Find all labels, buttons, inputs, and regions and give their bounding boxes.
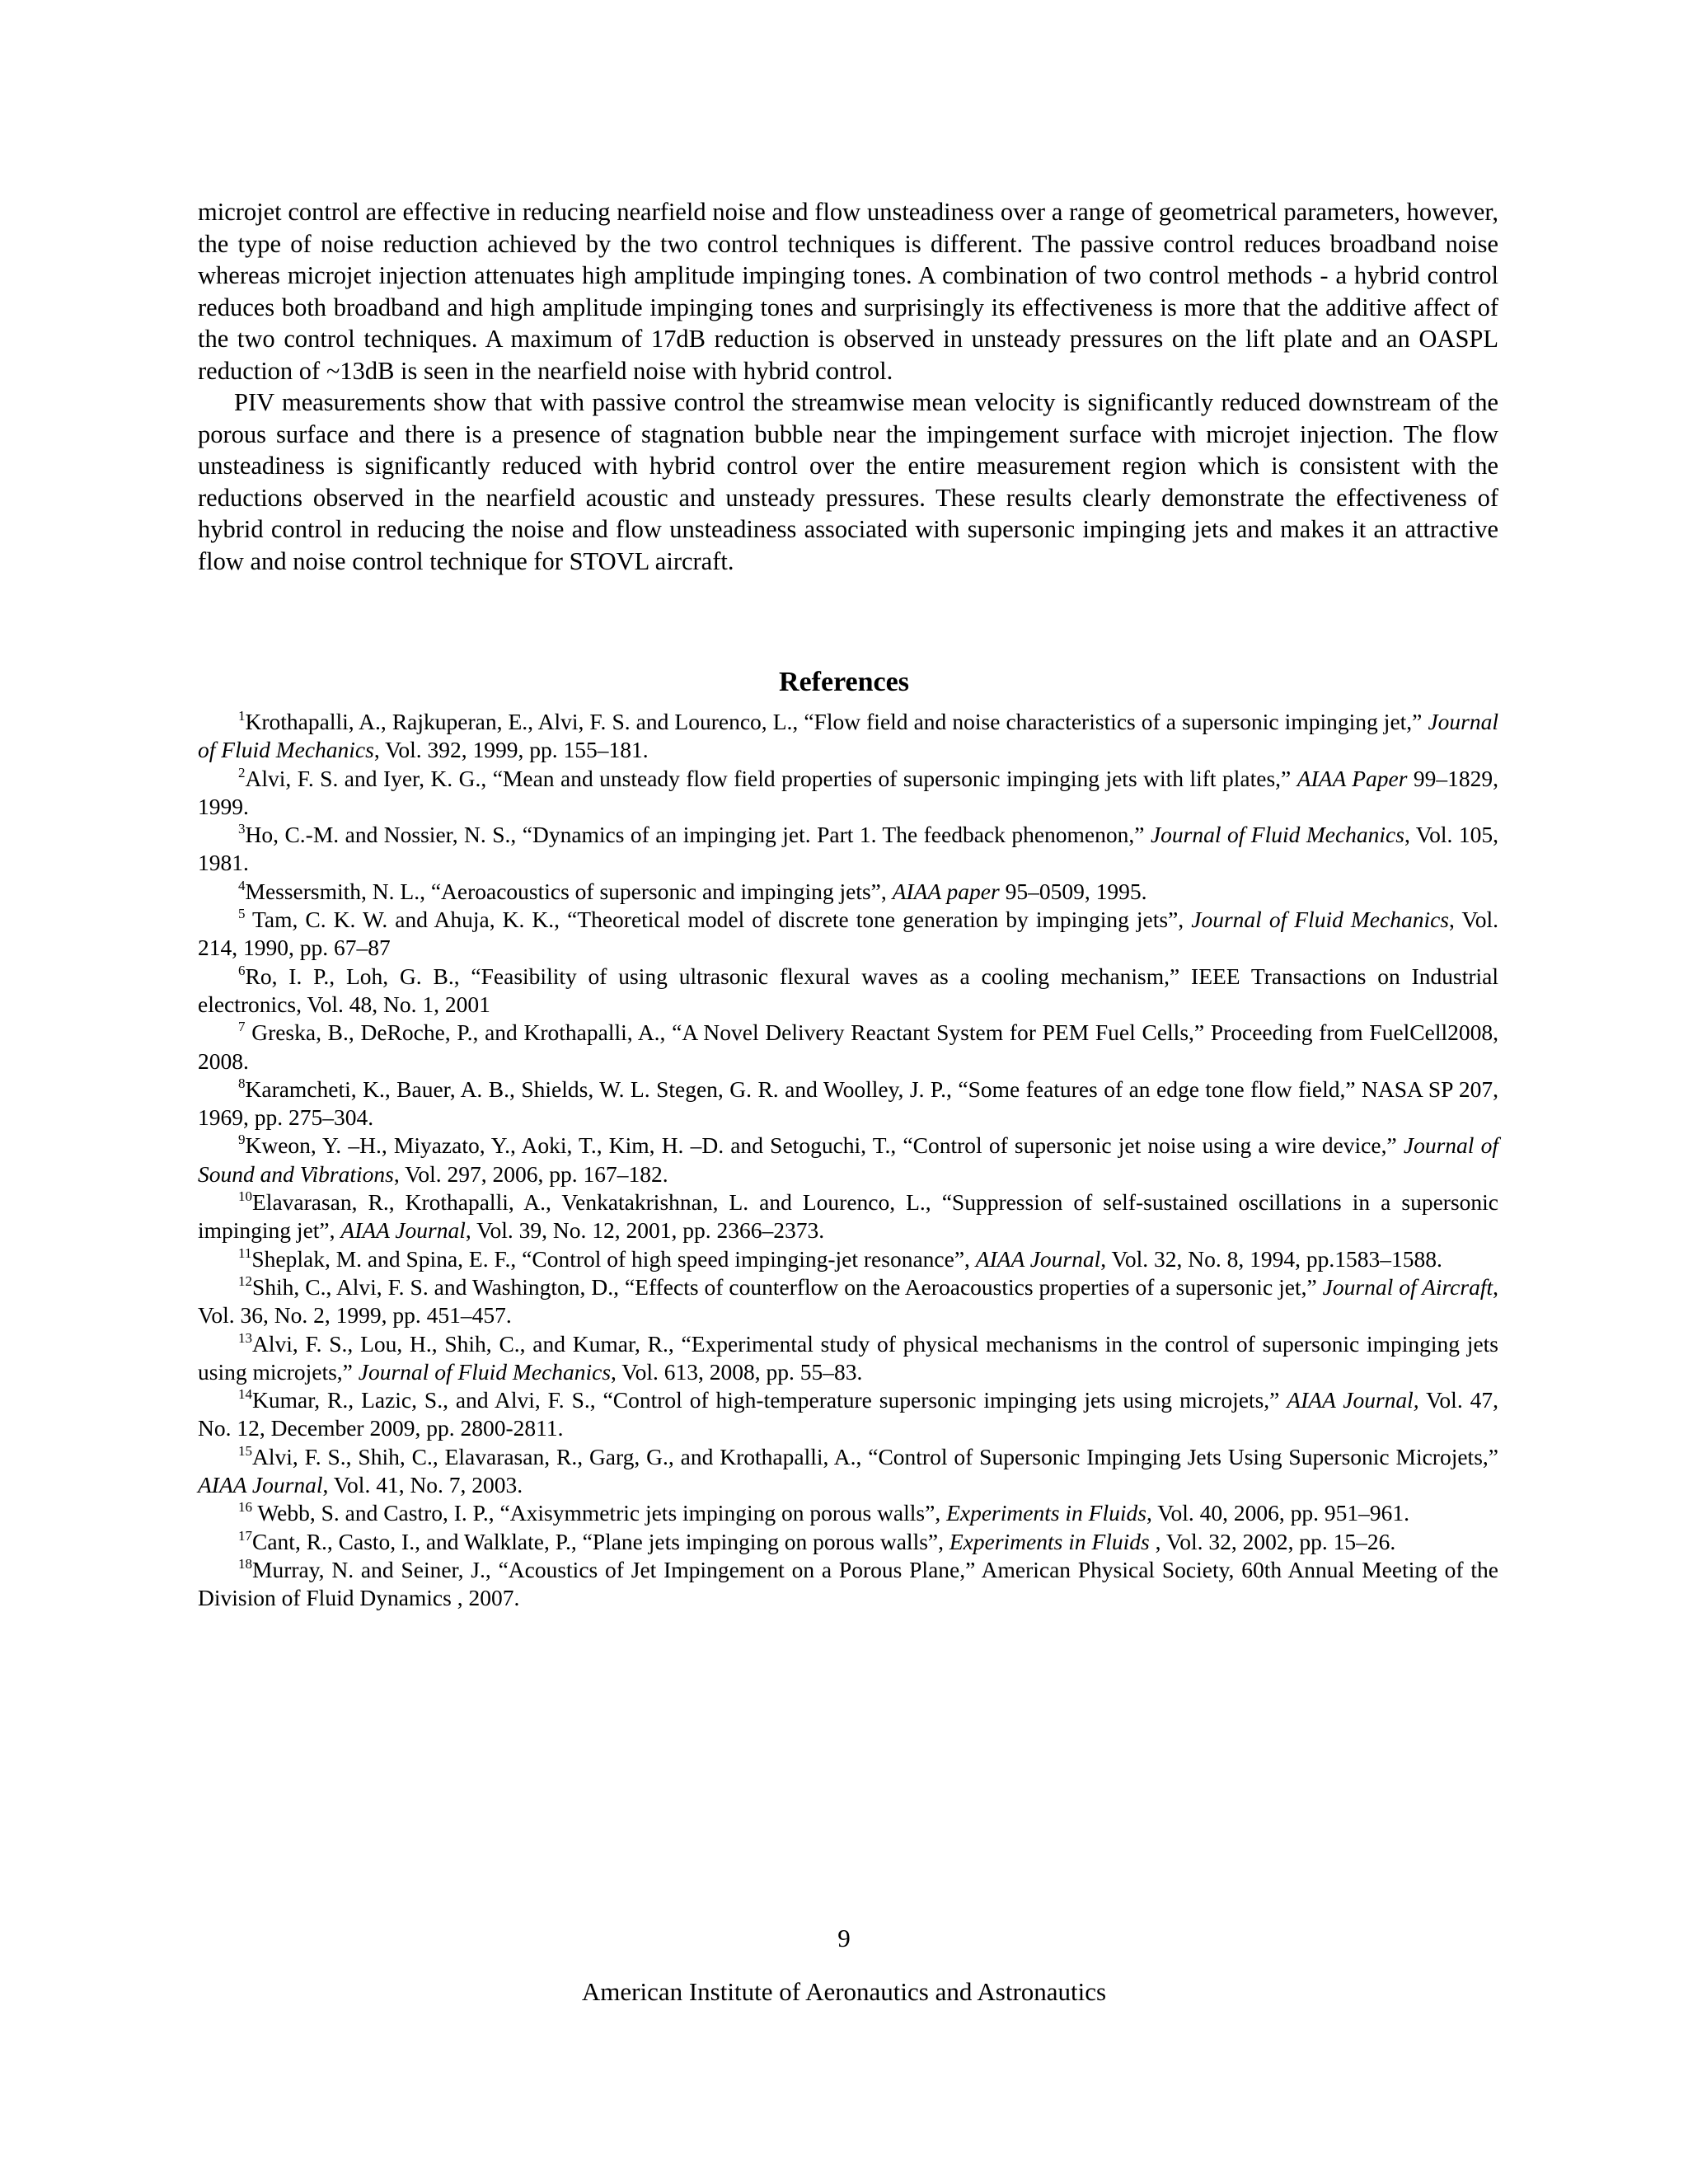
references-heading: References xyxy=(779,667,909,697)
reference-text: Shih, C., Alvi, F. S. and Washington, D., “Effects of counterflow on the Aeroacoustics properties of a supersonic jet,” xyxy=(252,1273,1323,1300)
reference-source: Journal of Fluid Mechanics xyxy=(358,1358,612,1385)
reference-source: Journal of Aircraft xyxy=(1322,1273,1493,1300)
reference-item xyxy=(198,765,1498,822)
reference-item xyxy=(198,1076,1498,1132)
reference-number: 1 xyxy=(238,708,246,724)
reference-number: 15 xyxy=(238,1442,252,1459)
reference-item xyxy=(198,1499,1498,1527)
reference-text: Alvi, F. S., Lou, H., Shih, C., and Kumar, R., “Experimental study of physical mechanisms in the control of supersonic impinging jets using microjets,” xyxy=(198,1330,1498,1385)
reference-text: Greska, B., DeRoche, P., and Krothapalli, A., “A Novel Delivery Reactant System for PEM Fuel Cells,” Proceeding from FuelCell2008, 2008. xyxy=(198,1019,1498,1074)
reference-details: , Vol. 41, No. 7, 2003. xyxy=(322,1472,523,1498)
reference-source: Experiments in Fluids xyxy=(949,1528,1150,1554)
reference-details: , Vol. 32, 2002, pp. 15–26. xyxy=(1149,1528,1396,1554)
reference-details: 95–0509, 1995. xyxy=(999,878,1147,904)
reference-details: , Vol. 392, 1999, pp. 155–181. xyxy=(373,737,649,763)
reference-item xyxy=(198,1386,1498,1443)
reference-text: Messersmith, N. L., “Aeroacoustics of supersonic and impinging jets”, xyxy=(245,878,893,904)
reference-details: , Vol. 40, 2006, pp. 951–961. xyxy=(1146,1500,1410,1526)
reference-item xyxy=(198,708,1498,765)
footer-organization: American Institute of Aeronautics and Astronautics xyxy=(581,1977,1107,2006)
reference-number: 9 xyxy=(238,1132,246,1148)
reference-number: 13 xyxy=(238,1329,252,1346)
reference-text: Krothapalli, A., Rajkuperan, E., Alvi, F. S. and Lourenco, L., “Flow field and noise characteristics of a supersonic impinging jet,” xyxy=(245,709,1428,734)
reference-item xyxy=(198,1528,1498,1556)
reference-item xyxy=(198,963,1498,1019)
reference-number: 8 xyxy=(238,1075,246,1091)
reference-text: Kweon, Y. –H., Miyazato, Y., Aoki, T., Kim, H. –D. and Setoguchi, T., “Control of supersonic jet noise using a wire device,” xyxy=(245,1132,1404,1159)
reference-number: 6 xyxy=(238,962,246,978)
reference-details: , Vol. 32, No. 8, 1994, pp.1583–1588. xyxy=(1100,1245,1442,1272)
reference-item xyxy=(198,1132,1498,1188)
reference-source: AIAA Journal xyxy=(975,1245,1101,1272)
reference-number: 11 xyxy=(238,1244,252,1261)
reference-source: AIAA Paper xyxy=(1296,765,1408,791)
reference-item xyxy=(198,1273,1498,1330)
reference-source: AIAA paper xyxy=(892,878,1000,904)
reference-text: Murray, N. and Seiner, J., “Acoustics of Jet Impingement on a Porous Plane,” American Physical Society, 60th Annual Meeting of the Division of Fluid Dynamics , 2007. xyxy=(198,1556,1498,1611)
paragraph-conclusions-1: microjet control are effective in reducing nearfield noise and flow unsteadiness over a range of geometrical parameters, however, the type of noise reduction achieved by the two control techniques is different. The passive control reduces broadband noise whereas microjet injection attenuates high amplitude impinging tones. A combination of two control methods - a hybrid control reduces both broadband and high amplitude impinging tones and surprisingly its effectiveness is more that the additive affect of the two control techniques. A maximum of 17dB reduction is observed in unsteady pressures on the lift plate and an OASPL reduction of ~13dB is seen in the nearfield noise with hybrid control. xyxy=(198,198,1498,385)
reference-text: Cant, R., Casto, I., and Walklate, P., “Plane jets impinging on porous walls”, xyxy=(252,1528,950,1554)
reference-text: Alvi, F. S. and Iyer, K. G., “Mean and unsteady flow field properties of supersonic impinging jets with lift plates,” xyxy=(245,765,1297,791)
reference-details: , Vol. 39, No. 12, 2001, pp. 2366–2373. xyxy=(465,1217,825,1244)
reference-item xyxy=(198,1443,1498,1500)
reference-text: Sheplak, M. and Spina, E. F., “Control of high speed impinging-jet resonance”, xyxy=(251,1245,976,1272)
reference-text: Kumar, R., Lazic, S., and Alvi, F. S., “Control of high-temperature supersonic impinging jets using microjets,” xyxy=(252,1387,1287,1413)
reference-source: Journal of Fluid Mechanics xyxy=(1150,822,1404,848)
reference-item xyxy=(198,821,1498,878)
reference-number: 2 xyxy=(238,764,246,780)
reference-source: Journal of Fluid Mechanics xyxy=(198,709,1498,763)
reference-number: 18 xyxy=(238,1555,252,1572)
page-number: 9 xyxy=(837,1924,851,1952)
reference-text: Webb, S. and Castro, I. P., “Axisymmetric jets impinging on porous walls”, xyxy=(252,1500,947,1526)
reference-item xyxy=(198,1188,1498,1245)
reference-details: , Vol. 297, 2006, pp. 167–182. xyxy=(393,1160,668,1187)
reference-source: AIAA Journal xyxy=(340,1217,466,1244)
body-text xyxy=(198,196,1498,577)
reference-source: AIAA Journal xyxy=(198,1472,323,1498)
reference-number: 5 xyxy=(238,906,246,922)
references-list xyxy=(198,708,1498,1613)
reference-item xyxy=(198,878,1498,906)
reference-details: Vol. 47, No. 12, December 2009, pp. 2800-2811. xyxy=(198,1387,1498,1441)
reference-source: AIAA Journal, xyxy=(1287,1387,1419,1413)
reference-source: Journal of Fluid Mechanics xyxy=(1191,907,1449,933)
reference-text: Karamcheti, K., Bauer, A. B., Shields, W. L. Stegen, G. R. and Woolley, J. P., “Some features of an edge tone flow field,” NASA SP 207, 1969, pp. 275–304. xyxy=(198,1076,1498,1131)
reference-details: , Vol. 36, No. 2, 1999, pp. 451–457. xyxy=(198,1273,1498,1329)
reference-text: Ro, I. P., Loh, G. B., “Feasibility of using ultrasonic flexural waves as a cooling mechanism,” IEEE Transactions on Industrial electronics, Vol. 48, No. 1, 2001 xyxy=(198,963,1498,1017)
reference-number: 17 xyxy=(238,1527,252,1544)
reference-number: 16 xyxy=(238,1499,252,1516)
reference-details: , Vol. 613, 2008, pp. 55–83. xyxy=(611,1358,863,1385)
reference-details: , Vol. 105, 1981. xyxy=(198,822,1498,876)
reference-source: Journal of Sound and Vibrations xyxy=(198,1132,1498,1187)
reference-item xyxy=(198,906,1498,963)
reference-number: 7 xyxy=(238,1019,246,1035)
paragraph-conclusions-2: PIV measurements show that with passive control the streamwise mean velocity is significantly reduced downstream of the porous surface and there is a presence of stagnation bubble near the impingement surface with microjet injection. The flow unsteadiness is significantly reduced with hybrid control over the entire measurement region which is consistent with the reductions observed in the nearfield acoustic and unsteady pressures. These results clearly demonstrate the effectiveness of hybrid control in reducing the noise and flow unsteadiness associated with supersonic impinging jets and makes it an attractive flow and noise control technique for STOVL aircraft. xyxy=(198,388,1498,575)
reference-item xyxy=(198,1245,1498,1273)
reference-number: 4 xyxy=(238,877,246,893)
reference-item xyxy=(198,1556,1498,1613)
reference-item xyxy=(198,1330,1498,1387)
reference-text: Elavarasan, R., Krothapalli, A., Venkatakrishnan, L. and Lourenco, L., “Suppression of self-sustained oscillations in a supersonic impinging jet”, xyxy=(198,1189,1498,1244)
reference-text: Tam, C. K. W. and Ahuja, K. K., “Theoretical model of discrete tone generation by impinging jets”, xyxy=(245,907,1192,933)
reference-number: 10 xyxy=(238,1188,252,1205)
reference-text: Ho, C.-M. and Nossier, N. S., “Dynamics of an impinging jet. Part 1. The feedback phenomenon,” xyxy=(245,822,1151,848)
reference-details: 99–1829, 1999. xyxy=(198,765,1499,819)
reference-details: , Vol. 214, 1990, pp. 67–87 xyxy=(198,907,1498,961)
reference-number: 3 xyxy=(238,821,246,837)
reference-text: Alvi, F. S., Shih, C., Elavarasan, R., Garg, G., and Krothapalli, A., “Control of Supersonic Impinging Jets Using Supersonic Microjets,” xyxy=(252,1443,1498,1469)
reference-number: 14 xyxy=(238,1386,252,1403)
reference-source: Experiments in Fluids xyxy=(946,1500,1146,1526)
reference-item xyxy=(198,1019,1498,1076)
reference-number: 12 xyxy=(238,1272,252,1289)
